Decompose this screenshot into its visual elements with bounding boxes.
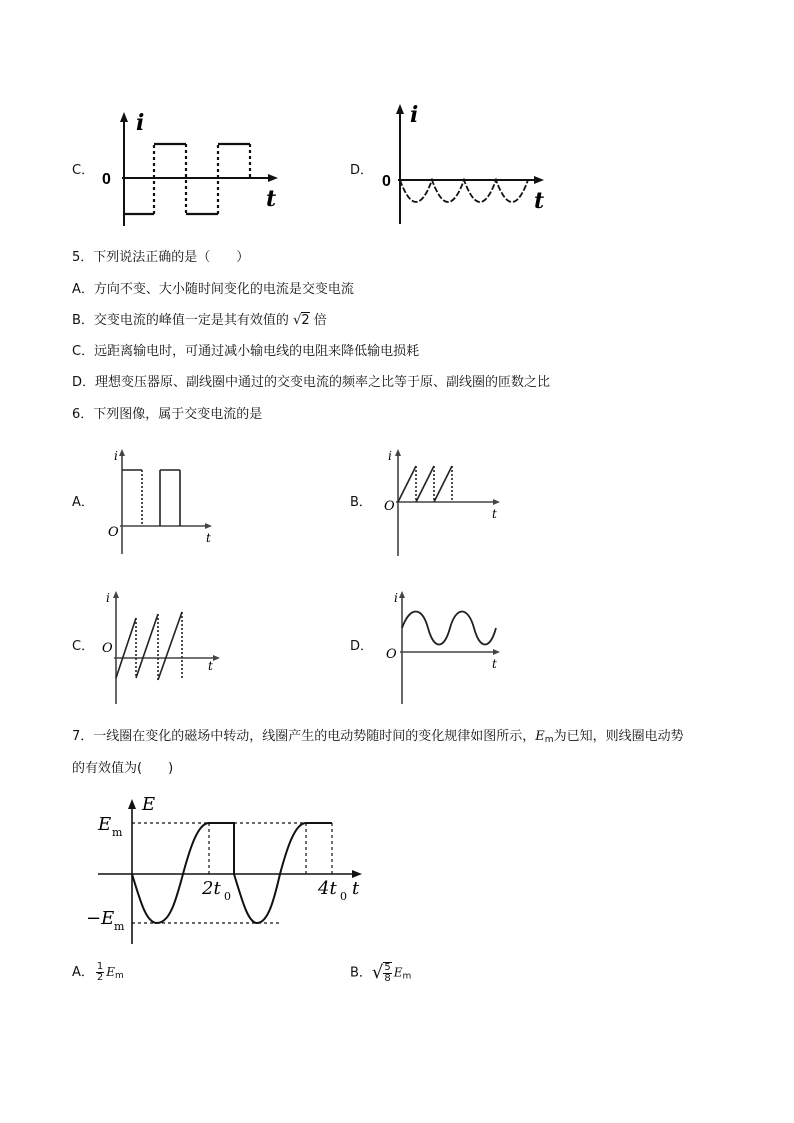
fraction-numerator: 5 <box>384 962 391 973</box>
q6-option-d-graph <box>378 588 508 708</box>
q4-option-c-graph <box>98 108 288 230</box>
em-subscript: m <box>544 735 554 745</box>
axis-i-arrow <box>120 112 128 122</box>
q5-option-c: C．远距离输电时，可通过减小输电线的电阻来降低输电损耗 <box>72 344 420 359</box>
axis-t-label: t <box>206 531 211 545</box>
q4-option-d-label: D． <box>350 163 374 178</box>
axis-t-arrow <box>268 174 278 182</box>
q5-option-b-suffix: 倍 <box>313 313 327 328</box>
origin-label: O <box>108 525 119 540</box>
axis-i-label: i <box>136 110 145 136</box>
q5-option-a: A．方向不变、大小随时间变化的电流是交变电流 <box>72 282 354 297</box>
em-label-sub: m <box>112 826 123 839</box>
q7-stem-text-cont: 为已知，则线圈电动势 <box>553 729 684 744</box>
q5-option-b-text: B．交变电流的峰值一定是其有效值的 <box>72 313 289 328</box>
q7-option-a-label: A． <box>72 965 94 980</box>
axis-e-label: E <box>142 794 156 815</box>
origin-label: 0 <box>102 171 111 188</box>
fraction-numerator: 1 <box>96 961 104 972</box>
q7-stem-line1 <box>72 728 684 749</box>
tick-2t0-sub: 0 <box>224 890 231 903</box>
axis-t-arrow <box>534 176 544 184</box>
axis-i-label: i <box>388 449 392 463</box>
q6-option-a-label: A． <box>72 495 94 510</box>
axis-t-label: t <box>352 878 360 899</box>
sawtooth-wave <box>398 466 452 502</box>
origin-label: 0 <box>382 173 391 190</box>
sqrt-radicand: 2 <box>301 313 310 328</box>
fraction-denominator: 2 <box>96 972 104 983</box>
origin-label: O <box>102 641 113 656</box>
axis-t-label: t <box>534 188 545 214</box>
q6-option-c-graph <box>100 588 230 708</box>
axis-i-arrow <box>396 104 404 114</box>
em-symbol: E <box>535 729 545 744</box>
rectified-wave <box>400 180 528 202</box>
q6-option-d-label: D． <box>350 639 374 654</box>
origin-label: O <box>386 647 397 662</box>
q5-option-d: D．理想变压器原、副线圈中通过的交变电流的频率之比等于原、副线圈的匝数之比 <box>72 375 551 390</box>
fraction <box>96 962 104 983</box>
q7-stem-text: 7．一线圈在变化的磁场中转动，线圈产生的电动势随时间的变化规律如图所示， <box>72 729 536 744</box>
em-label: E <box>98 814 112 835</box>
rectified-sine-wave <box>402 612 496 645</box>
axis-t-label: t <box>208 659 213 673</box>
axis-t-label: t <box>266 186 277 212</box>
axis-i-label: i <box>394 591 398 605</box>
q4-option-d-graph <box>378 98 558 228</box>
q6-option-a-graph <box>100 446 220 558</box>
origin-label: O <box>384 499 395 514</box>
emf-waveform <box>132 823 332 923</box>
q5-option-b <box>72 312 327 330</box>
q5-stem: 5．下列说法正确的是（ ） <box>72 250 250 265</box>
q6-option-c-label: C． <box>72 639 95 654</box>
em-symbol: E <box>393 965 403 980</box>
axis-i-label: i <box>106 591 110 605</box>
neg-em-label-sub: m <box>114 920 125 933</box>
em-subscript: m <box>402 971 412 982</box>
q7-stem-line2: 的有效值为( ) <box>72 761 174 776</box>
q7-option-b-label: B． <box>350 965 372 981</box>
tick-4t0: 4t <box>318 878 337 899</box>
guide-lines <box>132 823 332 923</box>
q4-option-c-label: C． <box>72 163 95 178</box>
bipolar-sawtooth-wave <box>116 612 182 680</box>
tick-4t0-sub: 0 <box>340 890 347 903</box>
axis-t-label: t <box>492 657 497 671</box>
axis-i-label: i <box>410 102 419 128</box>
fraction <box>383 962 391 984</box>
q7-emf-graph <box>86 790 380 946</box>
q6-option-b-graph <box>378 446 508 566</box>
q6-stem: 6．下列图像，属于交变电流的是 <box>72 407 263 422</box>
tick-2t0: 2t <box>202 878 221 899</box>
sqrt-symbol: √2 <box>293 313 310 328</box>
em-subscript: m <box>115 971 124 981</box>
em-symbol: E <box>106 965 116 979</box>
sqrt-symbol: √ <box>371 962 384 983</box>
q7-option-b <box>350 962 411 986</box>
q6-option-b-label: B． <box>350 495 372 510</box>
axis-i-label: i <box>114 449 118 463</box>
q7-option-a <box>72 962 124 985</box>
pulse-wave <box>122 470 180 526</box>
fraction-denominator: 8 <box>384 973 391 984</box>
neg-em-label: −E <box>86 908 115 929</box>
axis-t-label: t <box>492 507 497 521</box>
